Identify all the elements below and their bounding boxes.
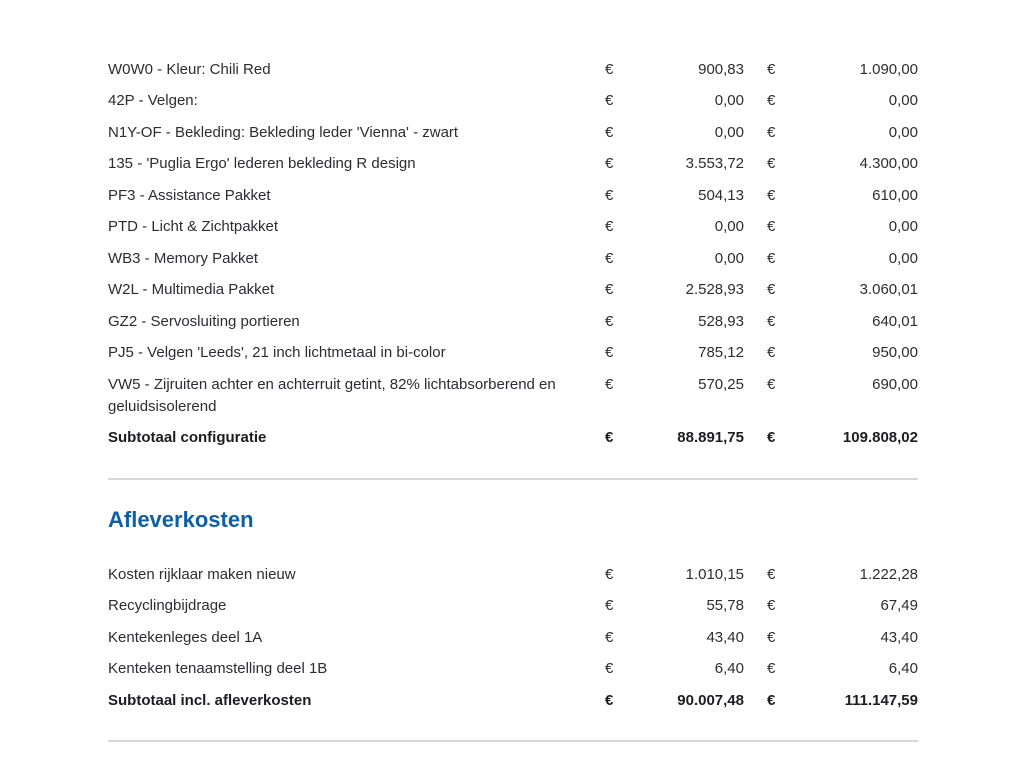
amount-incl-vat: 43,40 bbox=[880, 628, 918, 646]
pricing-content bbox=[108, 54, 918, 742]
euro-symbol: € bbox=[605, 565, 614, 583]
euro-symbol: € bbox=[605, 344, 614, 362]
configuration-subtotal-row bbox=[108, 423, 918, 455]
table-row bbox=[108, 243, 918, 275]
amount-excl-vat: 0,00 bbox=[714, 218, 744, 236]
amount-excl-vat: 0,00 bbox=[714, 249, 744, 267]
amount-incl-vat: 640,01 bbox=[872, 312, 918, 330]
amount-excl-vat: 0,00 bbox=[714, 92, 744, 110]
euro-symbol: € bbox=[605, 597, 614, 615]
price-excl-vat bbox=[605, 279, 744, 301]
option-label: W2L - Multimedia Pakket bbox=[108, 281, 275, 299]
price-excl-vat bbox=[605, 658, 744, 680]
price-incl-vat bbox=[767, 90, 918, 112]
table-row bbox=[108, 54, 918, 86]
euro-symbol: € bbox=[767, 186, 776, 204]
euro-symbol: € bbox=[605, 312, 614, 330]
table-row bbox=[108, 559, 918, 591]
price-excl-vat bbox=[605, 342, 744, 364]
price-incl-vat bbox=[767, 627, 918, 649]
option-label: W0W0 - Kleur: Chili Red bbox=[108, 60, 271, 78]
price-excl-vat bbox=[605, 59, 744, 81]
price-excl-vat bbox=[605, 627, 744, 649]
delivery-subtotal-row bbox=[108, 685, 918, 717]
amount-incl-vat: 0,00 bbox=[888, 92, 918, 110]
euro-symbol: € bbox=[605, 281, 614, 299]
bottom-divider bbox=[108, 740, 918, 742]
amount-incl-vat: 1.222,28 bbox=[859, 565, 918, 583]
option-label: GZ2 - Servosluiting portieren bbox=[108, 312, 300, 330]
amount-excl-vat: 1.010,15 bbox=[685, 565, 744, 583]
table-row bbox=[108, 306, 918, 338]
price-incl-vat bbox=[767, 311, 918, 333]
table-row bbox=[108, 591, 918, 623]
option-label: N1Y-OF - Bekleding: Bekleding leder 'Vienna' - zwart bbox=[108, 123, 459, 141]
euro-symbol: € bbox=[605, 123, 614, 141]
euro-symbol: € bbox=[605, 92, 614, 110]
amount-excl-vat: 43,40 bbox=[706, 628, 744, 646]
table-row bbox=[108, 117, 918, 149]
amount-excl-vat: 55,78 bbox=[706, 597, 744, 615]
euro-symbol: € bbox=[605, 249, 614, 267]
euro-symbol: € bbox=[605, 155, 614, 173]
euro-symbol: € bbox=[605, 218, 614, 236]
price-incl-vat bbox=[767, 153, 918, 175]
table-row bbox=[108, 149, 918, 181]
amount-incl-vat: 0,00 bbox=[888, 218, 918, 236]
euro-symbol: € bbox=[605, 660, 614, 678]
amount-incl-vat: 0,00 bbox=[888, 123, 918, 141]
price-incl-vat bbox=[767, 59, 918, 81]
euro-symbol: € bbox=[605, 691, 614, 709]
delivery-costs-table bbox=[108, 559, 918, 685]
price-incl-vat bbox=[767, 279, 918, 301]
amount-excl-vat: 2.528,93 bbox=[685, 281, 744, 299]
cost-label: Kentekenleges deel 1A bbox=[108, 628, 263, 646]
amount-incl-vat: 67,49 bbox=[880, 597, 918, 615]
amount-incl-vat: 4.300,00 bbox=[859, 155, 918, 173]
price-excl-vat bbox=[605, 690, 744, 712]
price-excl-vat bbox=[605, 153, 744, 175]
euro-symbol: € bbox=[767, 628, 776, 646]
euro-symbol: € bbox=[767, 565, 776, 583]
configuration-table bbox=[108, 54, 918, 423]
price-incl-vat bbox=[767, 564, 918, 586]
price-incl-vat bbox=[767, 122, 918, 144]
price-excl-vat bbox=[605, 122, 744, 144]
price-incl-vat bbox=[767, 342, 918, 364]
euro-symbol: € bbox=[767, 218, 776, 236]
price-excl-vat bbox=[605, 595, 744, 617]
cost-label: Kosten rijklaar maken nieuw bbox=[108, 565, 296, 583]
amount-excl-vat: 3.553,72 bbox=[685, 155, 744, 173]
option-label: PTD - Licht & Zichtpakket bbox=[108, 218, 279, 236]
price-incl-vat bbox=[767, 658, 918, 680]
amount-incl-vat: 690,00 bbox=[872, 375, 918, 393]
price-incl-vat bbox=[767, 690, 918, 712]
price-excl-vat bbox=[605, 185, 744, 207]
option-label: PJ5 - Velgen 'Leeds', 21 inch lichtmetaal in bi-color bbox=[108, 344, 446, 362]
table-row bbox=[108, 369, 918, 423]
euro-symbol: € bbox=[767, 375, 776, 393]
amount-incl-vat: 6,40 bbox=[888, 660, 918, 678]
option-label: PF3 - Assistance Pakket bbox=[108, 186, 271, 204]
section-divider bbox=[108, 478, 918, 480]
amount-excl-vat: 0,00 bbox=[714, 123, 744, 141]
euro-symbol: € bbox=[605, 60, 614, 78]
option-label: WB3 - Memory Pakket bbox=[108, 249, 259, 267]
euro-symbol: € bbox=[767, 691, 776, 709]
amount-excl-vat: 504,13 bbox=[698, 186, 744, 204]
euro-symbol: € bbox=[767, 92, 776, 110]
euro-symbol: € bbox=[605, 186, 614, 204]
price-excl-vat bbox=[605, 248, 744, 270]
euro-symbol: € bbox=[767, 597, 776, 615]
euro-symbol: € bbox=[605, 375, 614, 393]
amount-incl-vat: 610,00 bbox=[872, 186, 918, 204]
option-label: VW5 - Zijruiten achter en achterruit getint, 82% lichtabsorberend en geluidsisolerend bbox=[108, 375, 556, 415]
euro-symbol: € bbox=[767, 155, 776, 173]
price-excl-vat bbox=[605, 564, 744, 586]
table-row bbox=[108, 212, 918, 244]
euro-symbol: € bbox=[767, 249, 776, 267]
euro-symbol: € bbox=[767, 123, 776, 141]
amount-incl-vat: 0,00 bbox=[888, 249, 918, 267]
amount-incl-vat: 109.808,02 bbox=[842, 429, 918, 447]
table-row bbox=[108, 654, 918, 686]
price-incl-vat bbox=[767, 185, 918, 207]
subtotal-label: Subtotaal configuratie bbox=[108, 429, 267, 447]
amount-excl-vat: 570,25 bbox=[698, 375, 744, 393]
amount-excl-vat: 900,83 bbox=[698, 60, 744, 78]
table-row bbox=[108, 180, 918, 212]
price-excl-vat bbox=[605, 216, 744, 238]
euro-symbol: € bbox=[767, 660, 776, 678]
delivery-costs-heading: Afleverkosten bbox=[108, 507, 254, 532]
price-excl-vat bbox=[605, 374, 744, 396]
table-row bbox=[108, 86, 918, 118]
euro-symbol: € bbox=[605, 628, 614, 646]
euro-symbol: € bbox=[767, 429, 776, 447]
option-label: 42P - Velgen: bbox=[108, 92, 198, 110]
amount-excl-vat: 528,93 bbox=[698, 312, 744, 330]
amount-excl-vat: 88.891,75 bbox=[677, 429, 744, 447]
euro-symbol: € bbox=[605, 429, 614, 447]
amount-incl-vat: 111.147,59 bbox=[844, 691, 918, 709]
amount-excl-vat: 6,40 bbox=[714, 660, 744, 678]
table-row bbox=[108, 622, 918, 654]
amount-incl-vat: 1.090,00 bbox=[859, 60, 918, 78]
price-incl-vat bbox=[767, 595, 918, 617]
price-incl-vat bbox=[767, 216, 918, 238]
cost-label: Kenteken tenaamstelling deel 1B bbox=[108, 660, 328, 678]
amount-excl-vat: 90.007,48 bbox=[677, 691, 744, 709]
table-row bbox=[108, 338, 918, 370]
price-incl-vat bbox=[767, 427, 918, 449]
amount-excl-vat: 785,12 bbox=[698, 344, 744, 362]
euro-symbol: € bbox=[767, 312, 776, 330]
cost-label: Recyclingbijdrage bbox=[108, 597, 227, 615]
amount-incl-vat: 950,00 bbox=[872, 344, 918, 362]
table-row bbox=[108, 275, 918, 307]
euro-symbol: € bbox=[767, 344, 776, 362]
euro-symbol: € bbox=[767, 60, 776, 78]
price-excl-vat bbox=[605, 90, 744, 112]
price-excl-vat bbox=[605, 311, 744, 333]
option-label: 135 - 'Puglia Ergo' lederen bekleding R design bbox=[108, 155, 416, 173]
price-incl-vat bbox=[767, 248, 918, 270]
subtotal-label: Subtotaal incl. afleverkosten bbox=[108, 691, 312, 709]
amount-incl-vat: 3.060,01 bbox=[859, 281, 918, 299]
euro-symbol: € bbox=[767, 281, 776, 299]
price-excl-vat bbox=[605, 427, 744, 449]
price-incl-vat bbox=[767, 374, 918, 396]
